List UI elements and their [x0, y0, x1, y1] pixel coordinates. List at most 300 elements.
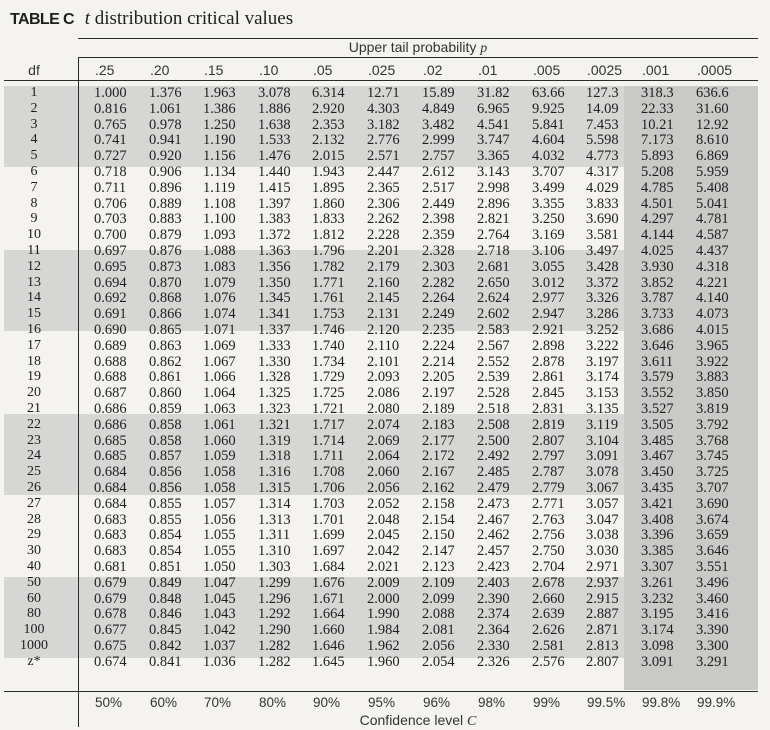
critical-value-cell: 2.081	[422, 622, 455, 639]
critical-value-cell: 3.106	[532, 243, 565, 259]
critical-value-cell: 1.282	[258, 638, 291, 654]
critical-value-cell: 0.683	[94, 511, 127, 528]
df-cell: 16	[27, 322, 41, 337]
critical-value-cell: 2.821	[477, 211, 510, 228]
critical-value-cell: 0.674	[94, 653, 127, 670]
critical-value-cell: 1.440	[258, 164, 291, 180]
critical-value-cell: 1.313	[258, 511, 291, 528]
critical-value-cell: 3.055	[532, 258, 565, 275]
critical-value-cell: 1.350	[258, 274, 291, 291]
critical-value-cell: 2.871	[586, 622, 619, 639]
critical-value-cell: 0.854	[149, 527, 182, 544]
critical-value-cell: 2.262	[367, 211, 400, 228]
critical-value-cell: 2.000	[367, 590, 400, 607]
critical-value-cell: 2.088	[422, 606, 455, 623]
critical-value-cell: 1.476	[258, 148, 291, 165]
critical-value-cell: 3.833	[586, 195, 619, 212]
tail-probability-header: .0025	[587, 62, 623, 78]
critical-value-cell: 2.831	[532, 401, 565, 417]
critical-value-cell: 3.450	[641, 464, 674, 481]
df-cell: 12	[27, 258, 41, 274]
tail-probability-header: .05	[313, 62, 333, 78]
critical-value-cell: 2.056	[422, 638, 455, 654]
critical-value-cell: 0.858	[149, 416, 182, 433]
critical-value-cell: 2.896	[477, 195, 510, 212]
critical-value-cell: 4.781	[696, 211, 729, 228]
critical-value-cell: 4.297	[641, 211, 674, 228]
critical-value-cell: 0.851	[149, 559, 182, 575]
critical-value-cell: 3.372	[586, 274, 619, 291]
df-cell: 19	[27, 369, 41, 385]
critical-value-cell: 2.887	[586, 606, 619, 623]
critical-value-cell: 1.047	[203, 574, 236, 591]
critical-value-cell: 1.055	[203, 527, 236, 544]
critical-value-cell: 2.390	[477, 590, 510, 607]
critical-value-cell: 4.501	[641, 195, 674, 212]
critical-value-cell: 2.764	[477, 227, 510, 244]
critical-value-cell: 1.943	[312, 164, 345, 180]
critical-value-cell: 3.733	[641, 306, 674, 323]
critical-value-cell: 2.756	[532, 527, 565, 544]
critical-value-cell: 2.189	[422, 401, 455, 417]
confidence-symbol: C	[467, 714, 477, 729]
critical-value-cell: 0.691	[94, 306, 127, 323]
critical-value-cell: 3.852	[641, 274, 674, 291]
critical-value-cell: 3.385	[641, 543, 674, 560]
critical-value-cell: 0.690	[94, 322, 127, 338]
critical-value-cell: 10.21	[641, 116, 674, 133]
df-cell: 20	[27, 385, 41, 401]
critical-value-cell: 2.937	[586, 574, 619, 591]
critical-value-cell: 3.659	[696, 527, 729, 544]
critical-value-cell: 1.055	[203, 543, 236, 560]
critical-value-cell: 2.328	[422, 243, 455, 259]
critical-value-cell: 2.249	[422, 306, 455, 323]
critical-value-cell: 0.855	[149, 495, 182, 512]
df-cell: 2	[30, 100, 38, 116]
critical-value-cell: 2.353	[312, 116, 345, 133]
critical-value-cell: 1.372	[258, 227, 291, 244]
critical-value-cell: 0.868	[149, 290, 182, 307]
critical-value-cell: 2.639	[532, 606, 565, 623]
critical-value-cell: 1.676	[312, 574, 345, 591]
df-cell: 26	[27, 480, 41, 495]
critical-value-cell: 2.807	[586, 653, 619, 670]
critical-value-cell: 2.999	[422, 132, 455, 149]
critical-value-cell: 2.517	[422, 179, 455, 196]
critical-value-cell: 14.09	[586, 100, 619, 117]
critical-value-cell: 2.678	[532, 574, 565, 591]
critical-value-cell: 3.038	[586, 527, 619, 544]
critical-value-cell: 1.059	[203, 448, 236, 465]
tail-probability-header: .005	[533, 62, 561, 78]
critical-value-cell: 3.195	[641, 606, 674, 623]
critical-value-cell: 2.364	[477, 622, 510, 639]
critical-value-cell: 1.734	[312, 353, 345, 370]
critical-value-cell: 3.091	[586, 448, 619, 465]
critical-value-cell: 3.674	[696, 511, 729, 528]
tail-probability-header: .025	[368, 62, 396, 78]
critical-value-cell: 2.009	[367, 574, 400, 591]
critical-value-cell: 1.796	[312, 243, 345, 259]
critical-value-cell: 3.232	[641, 590, 674, 607]
critical-value-cell: 2.064	[367, 448, 400, 465]
critical-value-cell: 1.156	[203, 148, 236, 165]
critical-value-cell: 1.067	[203, 353, 236, 370]
critical-value-cell: 2.921	[532, 322, 565, 338]
critical-value-cell: 3.307	[641, 559, 674, 575]
critical-value-cell: 3.497	[586, 243, 619, 259]
critical-value-cell: 5.041	[696, 195, 729, 212]
critical-value-cell: 0.697	[94, 243, 127, 259]
critical-value-cell: 1.701	[312, 511, 345, 528]
critical-value-cell: 0.679	[94, 574, 127, 591]
critical-value-cell: 2.845	[532, 385, 565, 402]
critical-value-cell: 2.771	[532, 495, 565, 512]
df-cell: 60	[27, 590, 41, 606]
critical-value-cell: 3.883	[696, 369, 729, 386]
critical-value-cell: 2.403	[477, 574, 510, 591]
critical-value-cell: 0.941	[149, 132, 182, 149]
critical-value-cell: 1.386	[203, 100, 236, 117]
critical-value-cell: 3.690	[586, 211, 619, 228]
critical-value-cell: 2.160	[367, 274, 400, 291]
critical-value-cell: 3.057	[586, 495, 619, 512]
critical-value-cell: 1.282	[258, 653, 291, 670]
critical-value-cell: 2.576	[532, 653, 565, 670]
df-cell: 21	[27, 401, 41, 416]
critical-value-cell: 3.485	[641, 432, 674, 449]
critical-value-cell: 5.208	[641, 164, 674, 180]
critical-value-cell: 2.214	[422, 353, 455, 370]
critical-value-cell: 2.080	[367, 401, 400, 417]
critical-value-cell: 0.741	[94, 132, 127, 149]
critical-value-cell: 4.318	[696, 258, 729, 275]
critical-value-cell: 2.021	[367, 559, 400, 575]
critical-value-cell: 3.552	[641, 385, 674, 402]
critical-value-cell: 2.326	[477, 653, 510, 670]
critical-value-cell: 0.765	[94, 116, 127, 133]
critical-value-cell: 0.846	[149, 606, 182, 623]
title-text: distribution critical values	[94, 8, 294, 29]
critical-value-cell: 3.690	[696, 495, 729, 512]
critical-value-cell: 2.042	[367, 543, 400, 560]
critical-value-cell: 2.131	[367, 306, 400, 323]
critical-value-cell: 1.771	[312, 274, 345, 291]
critical-value-cell: 1.061	[149, 100, 182, 117]
critical-value-cell: 3.182	[367, 116, 400, 133]
critical-value-cell: 1.960	[367, 653, 400, 670]
critical-value-cell: 1.069	[203, 337, 236, 354]
critical-value-cell: 2.518	[477, 401, 510, 417]
critical-value-cell: 5.408	[696, 179, 729, 196]
critical-value-cell: 0.816	[94, 100, 127, 117]
df-header: df	[28, 62, 40, 78]
critical-value-cell: 0.683	[94, 543, 127, 560]
critical-value-cell: 0.685	[94, 432, 127, 449]
critical-value-cell: 1.318	[258, 448, 291, 465]
critical-value-cell: 2.423	[477, 559, 510, 575]
critical-value-cell: 4.541	[477, 116, 510, 133]
critical-value-cell: 4.303	[367, 100, 400, 117]
critical-value-cell: 2.500	[477, 432, 510, 449]
critical-value-cell: 31.82	[477, 85, 510, 101]
critical-value-cell: 1.083	[203, 258, 236, 275]
critical-value-cell: 2.093	[367, 369, 400, 386]
tail-probability-header: .01	[478, 62, 498, 78]
title-t-symbol: t	[84, 8, 90, 29]
critical-value-cell: 1.753	[312, 306, 345, 323]
critical-value-cell: 4.032	[532, 148, 565, 165]
critical-value-cell: 3.551	[696, 559, 729, 575]
critical-value-cell: 1.292	[258, 606, 291, 623]
critical-value-cell: 0.711	[94, 179, 127, 196]
critical-value-cell: 4.785	[641, 179, 674, 196]
critical-value-cell: 1.729	[312, 369, 345, 386]
critical-value-cell: 1.345	[258, 290, 291, 307]
critical-value-cell: 2.398	[422, 211, 455, 228]
critical-value-cell: 0.906	[149, 164, 182, 180]
critical-value-cell: 1.058	[203, 464, 236, 481]
critical-value-cell: 2.779	[532, 480, 565, 496]
critical-value-cell: 1.296	[258, 590, 291, 607]
critical-value-cell: 3.291	[696, 653, 729, 670]
critical-value-cell: 3.745	[696, 448, 729, 465]
critical-value-cell: 1.337	[258, 322, 291, 338]
critical-value-cell: 0.685	[94, 448, 127, 465]
critical-value-cell: 1.310	[258, 543, 291, 560]
critical-value-cell: 2.947	[532, 306, 565, 323]
critical-value-cell: 1.711	[312, 448, 345, 465]
critical-value-cell: 0.679	[94, 590, 127, 607]
critical-value-cell: 0.848	[149, 590, 182, 607]
critical-value-cell: 5.841	[532, 116, 565, 133]
critical-value-cell: 4.221	[696, 274, 729, 291]
confidence-level-cell: 60%	[150, 695, 178, 710]
critical-value-cell: 4.587	[696, 227, 729, 244]
critical-value-cell: 2.681	[477, 258, 510, 275]
critical-value-cell: 3.355	[532, 195, 565, 212]
critical-value-cell: 3.326	[586, 290, 619, 307]
critical-value-cell: 2.977	[532, 290, 565, 307]
confidence-level-cell: 99%	[533, 695, 561, 710]
critical-value-cell: 1.671	[312, 590, 345, 607]
critical-value-cell: 1.638	[258, 116, 291, 133]
critical-value-cell: 2.110	[367, 337, 400, 354]
critical-value-cell: 2.457	[477, 543, 510, 560]
critical-value-cell: 0.889	[149, 195, 182, 212]
df-cell: 14	[27, 290, 41, 306]
table-title	[10, 8, 293, 30]
critical-value-cell: 2.718	[477, 243, 510, 259]
critical-value-cell: 0.683	[94, 527, 127, 544]
df-cell: 30	[27, 543, 41, 559]
df-cell: 1	[30, 85, 38, 100]
critical-value-cell: 0.841	[149, 653, 182, 670]
confidence-level-cell: 70%	[204, 695, 232, 710]
critical-value-cell: 1.664	[312, 606, 345, 623]
df-cell: 7	[30, 179, 38, 195]
critical-value-cell: 1.533	[258, 132, 291, 149]
critical-value-cell: 0.857	[149, 448, 182, 465]
critical-value-cell: 3.496	[696, 574, 729, 591]
critical-value-cell: 3.646	[641, 337, 674, 354]
critical-value-cell: 0.920	[149, 148, 182, 165]
critical-value-cell: 15.89	[422, 85, 455, 101]
critical-value-cell: 1.356	[258, 258, 291, 275]
critical-value-cell: 1.064	[203, 385, 236, 402]
critical-value-cell: 1.036	[203, 653, 236, 670]
critical-value-cell: 3.499	[532, 179, 565, 196]
critical-value-cell: 5.893	[641, 148, 674, 165]
critical-value-cell: 0.861	[149, 369, 182, 386]
critical-value-cell: 1.812	[312, 227, 345, 244]
critical-value-cell: 9.925	[532, 100, 565, 117]
critical-value-cell: 3.261	[641, 574, 674, 591]
critical-value-cell: 2.015	[312, 148, 345, 165]
critical-value-cell: 0.845	[149, 622, 182, 639]
df-cell: 5	[30, 148, 38, 164]
critical-value-cell: 2.205	[422, 369, 455, 386]
critical-value-cell: 2.224	[422, 337, 455, 354]
bottom-rule	[4, 691, 758, 692]
critical-value-cell: 0.718	[94, 164, 127, 180]
critical-value-cell: 2.467	[477, 511, 510, 528]
critical-value-cell: 1.990	[367, 606, 400, 623]
critical-value-cell: 1.660	[312, 622, 345, 639]
critical-value-cell: 3.030	[586, 543, 619, 560]
df-cell: 28	[27, 511, 41, 527]
critical-value-cell: 2.150	[422, 527, 455, 544]
critical-value-cell: 1.415	[258, 179, 291, 196]
critical-value-cell: 2.228	[367, 227, 400, 244]
critical-value-cell: 2.147	[422, 543, 455, 560]
critical-value-cell: 1.108	[203, 195, 236, 212]
critical-value-cell: 0.849	[149, 574, 182, 591]
critical-value-cell: 4.140	[696, 290, 729, 307]
critical-value-cell: 0.677	[94, 622, 127, 639]
critical-value-cell: 2.624	[477, 290, 510, 307]
critical-value-cell: 3.135	[586, 401, 619, 417]
critical-value-cell: 0.856	[149, 464, 182, 481]
critical-value-cell: 2.571	[367, 148, 400, 165]
critical-value-cell: 1.066	[203, 369, 236, 386]
critical-value-cell: 0.675	[94, 638, 127, 654]
critical-value-cell: 3.365	[477, 148, 510, 165]
critical-value-cell: 4.073	[696, 306, 729, 323]
df-cell: 80	[27, 606, 41, 622]
critical-value-cell: 2.602	[477, 306, 510, 323]
confidence-level-cell: 96%	[423, 695, 451, 710]
critical-value-cell: 2.197	[422, 385, 455, 402]
critical-value-cell: 1.703	[312, 495, 345, 512]
critical-value-cell: 1.299	[258, 574, 291, 591]
critical-value-cell: 0.686	[94, 401, 127, 417]
critical-value-cell: 2.797	[532, 448, 565, 465]
critical-value-cell: 1.058	[203, 480, 236, 496]
critical-value-cell: 1.761	[312, 290, 345, 307]
critical-value-cell: 2.861	[532, 369, 565, 386]
critical-value-cell: 2.915	[586, 590, 619, 607]
upper-tail-caption	[78, 39, 758, 57]
critical-value-cell: 1.684	[312, 559, 345, 575]
critical-value-cell: 1.333	[258, 337, 291, 354]
critical-value-cell: 2.048	[367, 511, 400, 528]
critical-value-cell: 3.169	[532, 227, 565, 244]
critical-value-cell: 7.453	[586, 116, 619, 133]
critical-value-cell: 3.153	[586, 385, 619, 402]
critical-value-cell: 2.056	[367, 480, 400, 496]
critical-value-cell: 2.201	[367, 243, 400, 259]
df-cell: 50	[27, 574, 41, 590]
confidence-caption	[78, 712, 758, 730]
df-cell: 40	[27, 559, 41, 574]
critical-value-cell: 1.886	[258, 100, 291, 117]
critical-value-cell: 0.700	[94, 227, 127, 244]
critical-value-cell: 0.859	[149, 401, 182, 417]
critical-value-cell: 1.895	[312, 179, 345, 196]
critical-value-cell: 2.101	[367, 353, 400, 370]
critical-value-cell: 2.183	[422, 416, 455, 433]
critical-value-cell: 2.172	[422, 448, 455, 465]
critical-value-cell: 1.315	[258, 480, 291, 496]
critical-value-cell: 2.120	[367, 322, 400, 338]
critical-value-cell: 3.396	[641, 527, 674, 544]
caption-rule	[78, 57, 758, 58]
critical-value-cell: 1.088	[203, 243, 236, 259]
critical-value-cell: 12.92	[696, 116, 729, 133]
critical-value-cell: 0.688	[94, 369, 127, 386]
critical-value-cell: 2.264	[422, 290, 455, 307]
tail-probability-header: .02	[423, 62, 443, 78]
confidence-level-cell: 95%	[368, 695, 396, 710]
df-cell: 24	[27, 448, 41, 464]
critical-value-cell: 1.314	[258, 495, 291, 512]
critical-value-cell: 1.330	[258, 353, 291, 370]
critical-value-cell: 0.684	[94, 480, 127, 496]
critical-value-cell: 1.746	[312, 322, 345, 338]
critical-value-cell: 3.174	[586, 369, 619, 386]
critical-value-cell: 3.408	[641, 511, 674, 528]
critical-value-cell: 3.174	[641, 622, 674, 639]
critical-value-cell: 3.725	[696, 464, 729, 481]
critical-value-cell: 5.598	[586, 132, 619, 149]
df-cell: 13	[27, 274, 41, 290]
tail-probability-header: .001	[642, 62, 670, 78]
critical-value-cell: 1.833	[312, 211, 345, 228]
critical-value-cell: 7.173	[641, 132, 674, 149]
critical-value-cell: 3.467	[641, 448, 674, 465]
critical-value-cell: 3.579	[641, 369, 674, 386]
critical-value-cell: 2.162	[422, 480, 455, 496]
df-cell: 6	[30, 164, 38, 179]
critical-value-cell: 1.061	[203, 416, 236, 433]
critical-value-cell: 2.154	[422, 511, 455, 528]
critical-value-cell: 2.045	[367, 527, 400, 544]
critical-value-cell: 3.067	[586, 480, 619, 496]
critical-value-cell: 1.325	[258, 385, 291, 402]
critical-value-cell: 2.074	[367, 416, 400, 433]
critical-value-cell: 1.984	[367, 622, 400, 639]
df-cell: 23	[27, 432, 41, 448]
df-cell: z*	[27, 653, 41, 669]
critical-value-cell: 2.581	[532, 638, 565, 654]
critical-value-cell: 4.025	[641, 243, 674, 259]
upper-tail-symbol: p	[480, 41, 488, 56]
critical-value-cell: 1.290	[258, 622, 291, 639]
critical-value-cell: 6.314	[312, 85, 345, 101]
critical-value-cell: 0.873	[149, 258, 182, 275]
